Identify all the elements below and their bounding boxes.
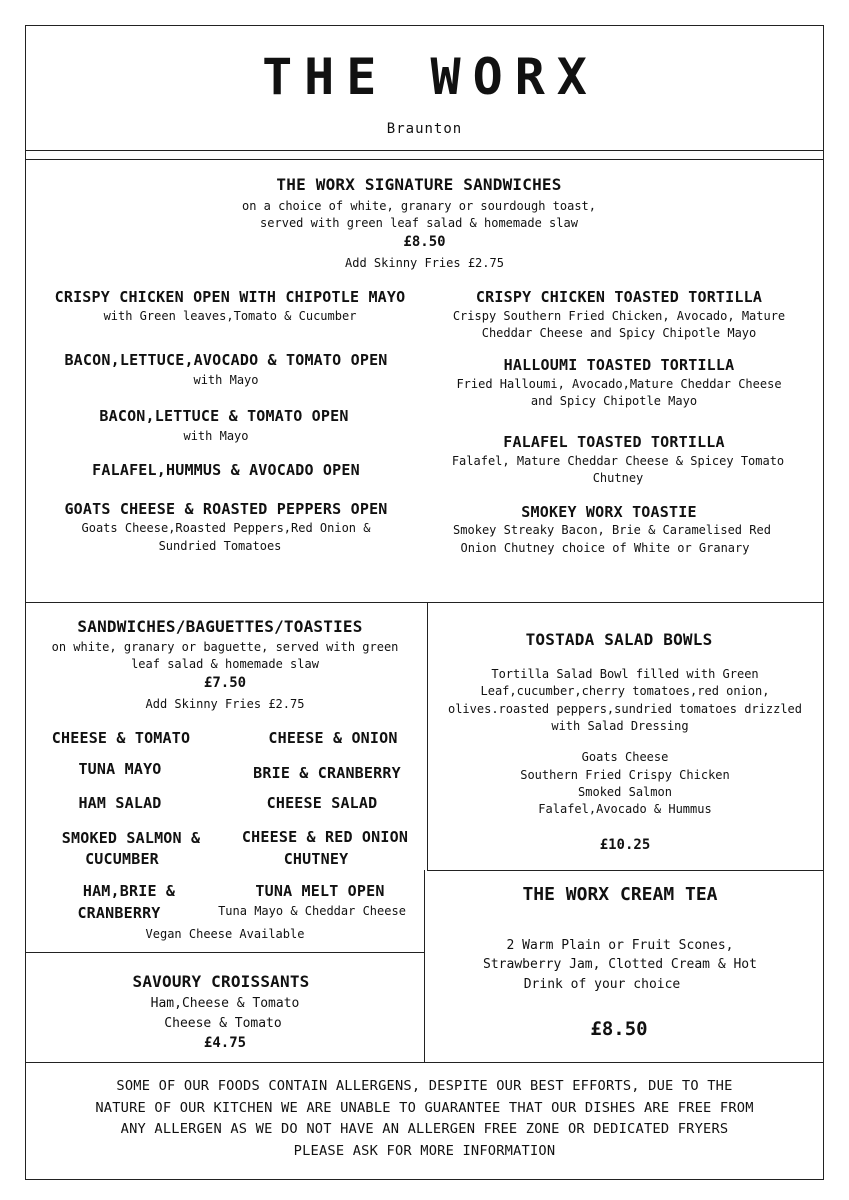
croissants-title: SAVOURY CROISSANTS	[132, 972, 310, 991]
sig-left-item-2-name: BACON,LETTUCE & TOMATO OPEN	[99, 407, 349, 425]
sig-right-item-3-name: SMOKEY WORX TOASTIE	[521, 503, 697, 521]
cream-tea-desc-2: Drink of your choice	[523, 977, 681, 992]
sig-left-item-0-name: CRISPY CHICKEN OPEN WITH CHIPOTLE MAYO	[54, 288, 406, 306]
sandwiches-desc-1: on white, granary or baguette, served with green	[51, 640, 399, 654]
sandwiches-price: £7.50	[203, 675, 247, 691]
page-title: THE WORX	[262, 48, 599, 106]
header-divider-1	[25, 150, 824, 151]
tostada-option: Southern Fried Crispy Chicken	[520, 768, 730, 782]
croissant-item-1: Cheese & Tomato	[164, 1016, 282, 1031]
sig-left-item-1-name: BACON,LETTUCE,AVOCADO & TOMATO OPEN	[64, 351, 388, 369]
sandwich-item: TUNA MAYO	[78, 760, 162, 778]
cream-tea-desc-0: 2 Warm Plain or Fruit Scones,	[506, 938, 734, 953]
sig-left-item-0-desc: with Green leaves,Tomato & Cucumber	[103, 309, 357, 323]
sandwich-item: CHUTNEY	[283, 850, 349, 868]
sandwiches-extra: Add Skinny Fries £2.75	[145, 697, 305, 711]
frame-bottom	[25, 1179, 824, 1180]
sandwiches-title: SANDWICHES/BAGUETTES/TOASTIES	[77, 617, 363, 636]
sig-right-item-2-desc-1: Falafel, Mature Cheddar Cheese & Spicey Tomato	[451, 454, 785, 468]
sig-right-item-0-desc-1: Crispy Southern Fried Chicken, Avocado, Mature	[452, 309, 786, 323]
sig-right-item-1-desc-1: Fried Halloumi, Avocado,Mature Cheddar Cheese	[456, 377, 782, 391]
tostada-desc-3: with Salad Dressing	[551, 719, 689, 733]
signature-divider	[25, 602, 824, 603]
signature-price: £8.50	[403, 234, 446, 250]
sandwich-item: SMOKED SALMON &	[61, 829, 201, 847]
sandwich-item: TUNA MELT OPEN	[255, 882, 385, 900]
cream-tea-title: THE WORX CREAM TEA	[522, 884, 718, 905]
cream-tea-desc-1: Strawberry Jam, Clotted Cream & Hot	[483, 957, 757, 972]
vegan-note: Vegan Cheese Available	[145, 927, 305, 941]
sig-right-item-1-desc-2: and Spicy Chipotle Mayo	[530, 394, 698, 408]
tostada-title: TOSTADA SALAD BOWLS	[525, 630, 713, 649]
sig-left-item-1-desc: with Mayo	[193, 373, 259, 387]
sandwich-item: CRANBERRY	[77, 904, 161, 922]
allergen-line-1: NATURE OF OUR KITCHEN WE ARE UNABLE TO GUARANTEE THAT OUR DISHES ARE FREE FROM	[95, 1100, 754, 1116]
sig-left-item-4-desc-2: Sundried Tomatoes	[158, 539, 282, 553]
frame-top	[25, 25, 824, 26]
sig-right-item-3-desc-2: Onion Chutney choice of White or Granary	[460, 541, 750, 555]
sandwich-item: HAM,BRIE &	[82, 882, 176, 900]
signature-desc-2: served with green leaf salad & homemade slaw	[260, 216, 578, 230]
sandwich-item: BRIE & CRANBERRY	[253, 764, 401, 782]
tostada-desc-0: Tortilla Salad Bowl filled with Green	[491, 667, 759, 681]
tostada-divider	[427, 870, 824, 871]
sig-left-item-2-desc: with Mayo	[183, 429, 249, 443]
sandwich-item: CUCUMBER	[85, 850, 159, 868]
allergen-line-3: PLEASE ASK FOR MORE INFORMATION	[293, 1143, 556, 1159]
sandwich-item: CHEESE SALAD	[266, 794, 378, 812]
sig-right-item-3-desc-1: Smokey Streaky Bacon, Brie & Caramelised Red	[453, 523, 771, 537]
sig-right-item-1-name: HALLOUMI TOASTED TORTILLA	[503, 356, 735, 374]
allergen-divider	[25, 1062, 824, 1063]
sig-right-item-0-desc-2: Cheddar Cheese and Spicy Chipotle Mayo	[481, 326, 757, 340]
allergen-line-0: SOME OF OUR FOODS CONTAIN ALLERGENS, DESPITE OUR BEST EFFORTS, DUE TO THE	[116, 1078, 733, 1094]
location-label: Braunton	[386, 121, 463, 137]
signature-title: THE WORX SIGNATURE SANDWICHES	[276, 175, 562, 194]
tostada-price: £10.25	[599, 837, 651, 853]
tostada-desc-1: Leaf,cucumber,cherry tomatoes,red onion,	[480, 684, 770, 698]
sandwich-item: CHEESE & TOMATO	[51, 729, 191, 747]
sandwiches-desc-2: leaf salad & homemade slaw	[131, 657, 319, 671]
allergen-line-2: ANY ALLERGEN AS WE DO NOT HAVE AN ALLERGEN FREE ZONE OR DEDICATED FRYERS	[120, 1121, 729, 1137]
sandwich-item: HAM SALAD	[78, 794, 162, 812]
sig-left-item-4-name: GOATS CHEESE & ROASTED PEPPERS OPEN	[64, 500, 388, 518]
tostada-option: Goats Cheese	[581, 750, 669, 764]
sig-right-item-0-name: CRISPY CHICKEN TOASTED TORTILLA	[475, 288, 763, 306]
sig-left-item-3-name: FALAFEL,HUMMUS & AVOCADO OPEN	[92, 461, 360, 479]
signature-desc-1: on a choice of white, granary or sourdough toast,	[241, 199, 596, 213]
tuna-melt-desc: Tuna Mayo & Cheddar Cheese	[218, 904, 406, 918]
sandwich-item: CHEESE & ONION	[268, 729, 398, 747]
sig-right-item-2-name: FALAFEL TOASTED TORTILLA	[503, 433, 725, 451]
header-divider-2	[25, 159, 824, 160]
sig-left-item-4-desc-1: Goats Cheese,Roasted Peppers,Red Onion &	[81, 521, 371, 535]
croissant-item-0: Ham,Cheese & Tomato	[150, 996, 300, 1011]
croissant-divider	[25, 952, 425, 953]
signature-extra: Add Skinny Fries £2.75	[345, 256, 504, 270]
tostada-option: Falafel,Avocado & Hummus	[538, 802, 712, 816]
tostada-desc-2: olives.roasted peppers,sundried tomatoes drizzled	[447, 702, 802, 716]
sandwich-item: CHEESE & RED ONION	[241, 828, 409, 846]
sig-right-item-2-desc-2: Chutney	[592, 471, 644, 485]
cream-tea-price: £8.50	[590, 1018, 648, 1040]
croissants-price: £4.75	[203, 1035, 247, 1051]
tostada-option: Smoked Salmon	[578, 785, 672, 799]
